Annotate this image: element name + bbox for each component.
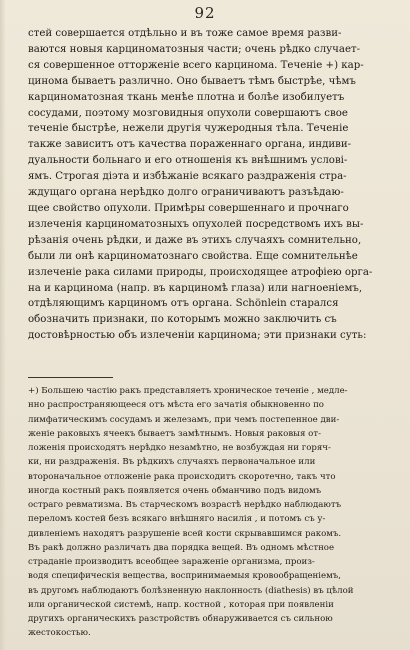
footnote-line: другихъ органическихъ разстройствъ обнаруживается съ сильною (28, 614, 333, 624)
text-line: также зависитъ отъ качества пораженнаго органа, индиви- (28, 139, 352, 151)
footnote-line: или органической системѣ, напр. костной , которая при появленіи (28, 599, 334, 610)
footnote-line: иногда костный ракъ появляется очень обманчиво подъ видомъ (28, 485, 322, 496)
footnote-line: переломъ костей безъ всякаго внѣшняго насилія , и потомъ съ у- (28, 514, 326, 525)
footnote-separator (28, 377, 113, 378)
footnote-line: женіе раковыхъ ячеекъ бываетъ замѣтнымъ. Новыя раковыя от- (28, 428, 321, 439)
main-text-block (28, 26, 392, 344)
text-line: ямъ. Строгая діэта и избѣжаніе всякаго раздраженія стра- (28, 171, 347, 183)
footnote-line: второначальное отложеніе рака происходитъ скоротечно, такъ что (28, 471, 336, 482)
text-line: ся совершенное отторженіе всего карцинома. Теченіе +) кар- (28, 59, 364, 71)
footnote-line: страданіе производитъ всеобщее зараженіе организма, произ- (28, 557, 315, 567)
text-line: ждущаго органа нерѣдко долго ограничиваютъ разъѣдаю- (28, 187, 344, 199)
page-binding-shadow (0, 0, 6, 650)
text-line: карциноматозная ткань менѣе плотна и болѣе изобилуетъ (28, 91, 345, 103)
text-line: излеченіе рака силами природы, происходящее атрофіею орга- (28, 266, 373, 278)
footnote-line: въ другомъ наблюдаютъ болѣзненную наклонность (diathesis) въ цѣлой (28, 585, 354, 596)
text-line: стей совершается отдѣльно и въ тоже самое время разви- (28, 28, 342, 39)
text-line: дуальности больнаго и его отношенія къ внѣшнимъ услові- (28, 155, 348, 167)
text-line: цинома бываетъ различно. Оно бываетъ тѣмъ быстрѣе, чѣмъ (28, 75, 356, 87)
text-line: рѣзанія очень рѣдки, и даже въ этихъ случаяхъ сомнительно, (28, 234, 362, 246)
page-number: 92 (194, 4, 216, 22)
footnote-line: водя специфическія вещества, воспринимаемыя кровообращеніемъ, (28, 571, 341, 582)
footnote-block (28, 384, 392, 641)
text-line: ваются новыя карциноматозныя части; очень рѣдко случает- (28, 43, 361, 55)
text-line: щее свойство опухоли. Примѣры совершеннаго и прочнаго (28, 202, 349, 214)
text-line: отдѣляющимъ карциномъ отъ органа. Schönlein старался (28, 298, 339, 310)
text-line: достовѣрностью объ излеченіи карцинома; эти признаки суть: (28, 330, 367, 342)
footnote-line: лимфатическимъ сосудамъ и железамъ, при чемъ постепенное дви- (28, 414, 340, 425)
text-line: теченіе быстрѣе, нежели другія чужеродныя тѣла. Теченіе (28, 123, 349, 135)
footnote-line: дивленіемъ находятъ разрушеніе всей кости скрывавшимся ракомъ. (28, 528, 342, 539)
text-line: на и карцинома (напр. въ карциномѣ глаза) или нагноеніемъ, (28, 282, 363, 294)
footnote-line: ложенія происходятъ нерѣдко незамѣтно, не возбуждая ни горяч- (28, 443, 331, 453)
text-line: сосудами, поэтому мозговидныя опухоли совершаютъ свое (28, 107, 348, 119)
footnote-line: ки, ни раздраженія. Въ рѣдкихъ случаяхъ первоначальное или (28, 457, 316, 468)
footnote-line: остраго ревматизма. Въ старческомъ возрастѣ нерѣдко наблюдаютъ (28, 500, 342, 510)
text-line: обозначить признаки, по которымъ можно заключить съ (28, 314, 337, 326)
text-line: были ли онѣ карциноматознаго свойства. Еще сомнительнѣе (28, 250, 358, 262)
text-line: излеченія карциноматозныхъ опухолей посредствомъ ихъ вы- (28, 218, 364, 230)
footnote-line: +) Большею частію ракъ представляетъ хроническое теченіе , медле- (28, 386, 348, 396)
footnote-line: жестокостью. (28, 628, 91, 639)
footnote-line: нно распространяющееся отъ мѣста его зачатія обыкновенно по (28, 400, 324, 411)
footnote-line: Въ ракѣ должно различать два порядка вещей. Въ одномъ мѣстное (28, 542, 335, 553)
